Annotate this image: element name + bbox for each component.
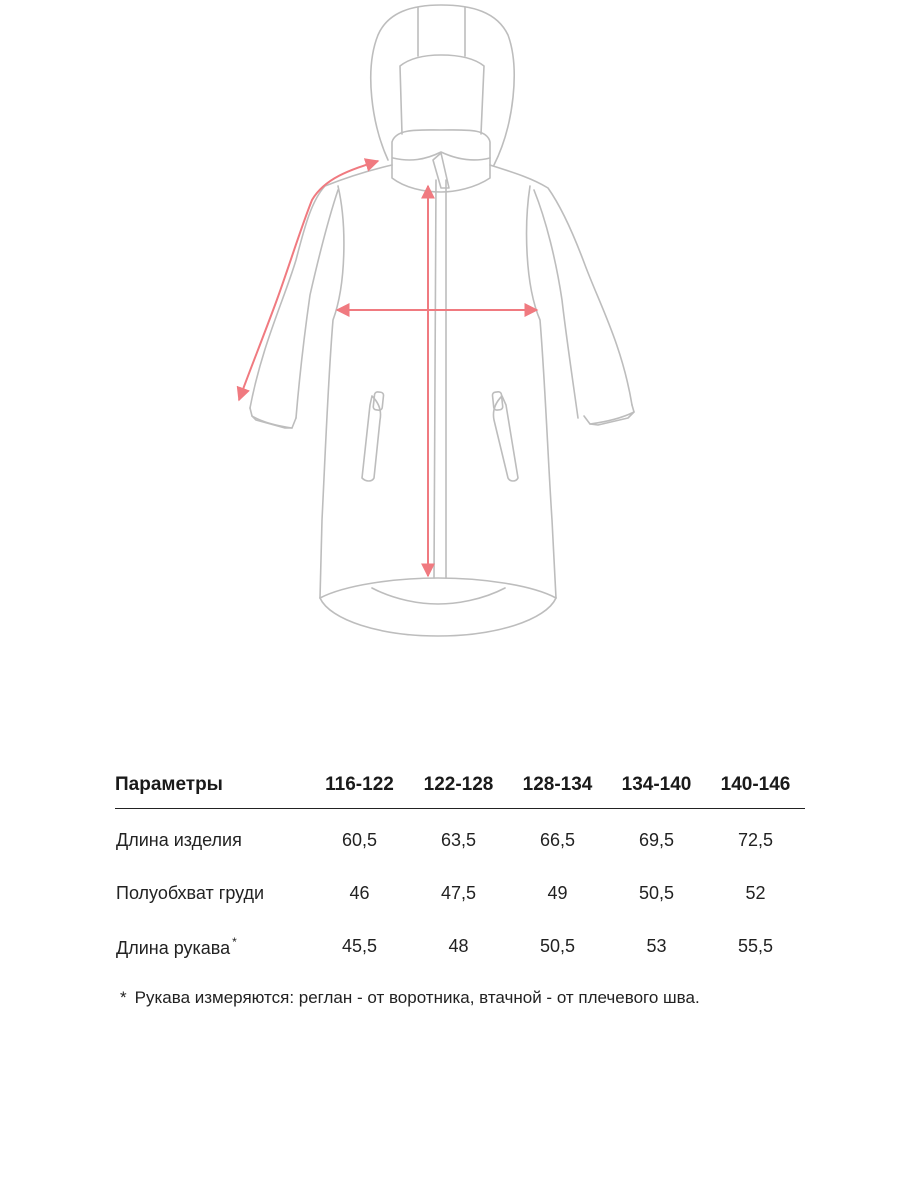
table-cell: 49 (547, 883, 568, 903)
left-cuff-edge (252, 416, 292, 428)
right-sleeve-inner (534, 190, 578, 418)
collar-outline (392, 130, 490, 192)
coat-outline (250, 5, 634, 636)
footnote-star: * (120, 988, 127, 1007)
size-column-header: 134-140 (607, 762, 706, 809)
table-cell: 48 (448, 936, 469, 956)
table-cell: 53 (646, 936, 667, 956)
footnote-text: Рукава измеряются: реглан - от воротника, втачной - от плечевого шва. (134, 988, 700, 1007)
hood-inner-outline (400, 55, 484, 134)
table-header-row (115, 762, 805, 809)
right-pocket (493, 396, 518, 481)
param-label: Длина изделия (116, 830, 242, 850)
table-cell: 63,5 (440, 830, 477, 850)
param-label: Длина рукава (116, 937, 231, 958)
footnote-mark: * (232, 934, 237, 949)
body-right-outline (490, 165, 632, 405)
table-cell: 55,5 (737, 936, 774, 956)
table-cell: 72,5 (737, 830, 774, 850)
param-column-header: Параметры (115, 762, 310, 809)
hem-lining (372, 588, 505, 604)
param-name (115, 809, 310, 868)
table-cell: 45,5 (341, 936, 378, 956)
right-cuff (584, 405, 634, 424)
table-row (115, 809, 805, 868)
table-cell: 60,5 (341, 830, 378, 850)
size-column-header: 128-134 (508, 762, 607, 809)
placket-line (434, 180, 436, 578)
table-cell: 50,5 (539, 936, 576, 956)
left-pocket-zip (373, 392, 384, 411)
size-column-header: 122-128 (409, 762, 508, 809)
footnote (120, 988, 700, 1008)
param-name (115, 867, 310, 920)
left-pocket (362, 396, 381, 481)
size-column-header: 140-146 (706, 762, 805, 809)
table-cell: 47,5 (440, 883, 477, 903)
body-left-outline (250, 165, 392, 408)
size-table (115, 762, 805, 973)
measurement-lines (239, 161, 537, 576)
table-cell: 46 (349, 883, 370, 903)
param-name (115, 920, 310, 973)
param-label: Полуобхват груди (116, 883, 265, 903)
table-cell: 66,5 (539, 830, 576, 850)
body-left-side (320, 186, 344, 598)
table-cell: 69,5 (638, 830, 675, 850)
hem-inner (320, 578, 556, 598)
table-cell: 52 (745, 883, 766, 903)
table-row (115, 920, 805, 973)
table-cell: 50,5 (638, 883, 675, 903)
table-row (115, 867, 805, 920)
size-column-header: 116-122 (310, 762, 409, 809)
